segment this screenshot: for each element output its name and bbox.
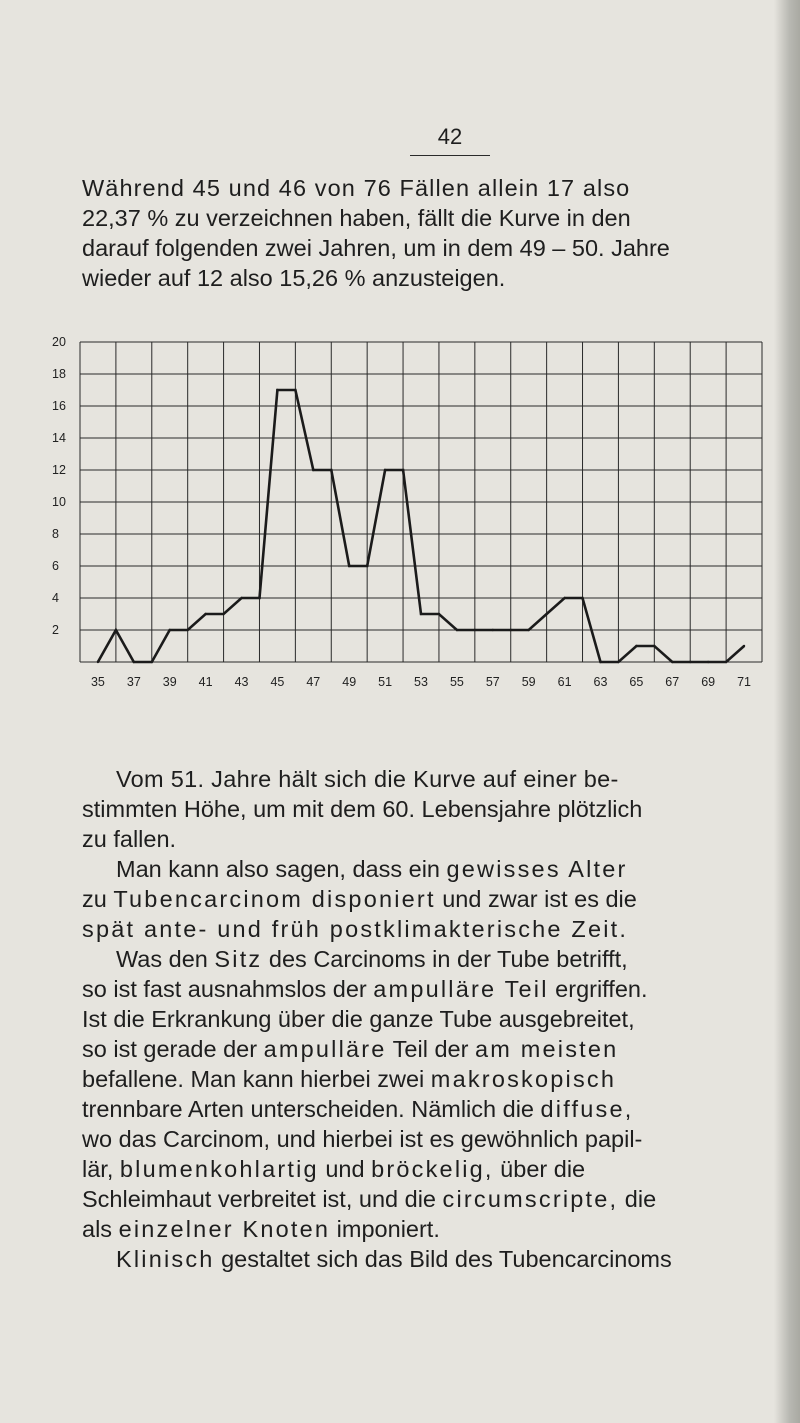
- age-curve-line: [98, 390, 744, 662]
- y-tick-label: 6: [52, 559, 59, 573]
- x-tick-label: 71: [737, 675, 752, 689]
- curve-points: [97, 389, 746, 663]
- curve-point: [671, 661, 673, 663]
- emphasis-text: blumenkohlartig: [119, 1156, 319, 1182]
- curve-point: [330, 469, 332, 471]
- curve-point: [420, 613, 422, 615]
- x-tick-label: 43: [234, 675, 249, 689]
- emphasis-text: einzelner Knoten: [118, 1216, 331, 1242]
- curve-point: [510, 629, 512, 631]
- text-run: die: [618, 1186, 657, 1212]
- text-line: darauf folgenden zwei Jahren, um in dem 49 – 50. Jahre: [82, 235, 670, 261]
- text-line: stimmten Höhe, um mit dem 60. Lebensjahre plötzlich: [82, 796, 643, 822]
- curve-point: [348, 565, 350, 567]
- curve-point: [545, 613, 547, 615]
- x-tick-label: 41: [198, 675, 213, 689]
- curve-point: [563, 597, 565, 599]
- text-line: [82, 854, 768, 884]
- emphasis-text: bröckelig,: [371, 1156, 494, 1182]
- text-line: [82, 884, 768, 914]
- x-tick-label: 51: [378, 675, 393, 689]
- text-run: zu: [82, 886, 114, 912]
- x-tick-label: 69: [701, 675, 716, 689]
- text-run: gestaltet sich das Bild des Tubencarcinoms: [214, 1246, 672, 1272]
- curve-point: [402, 469, 404, 471]
- curve-point: [725, 661, 727, 663]
- intro-paragraph: [82, 173, 768, 293]
- x-tick-label: 59: [521, 675, 536, 689]
- text-run: und zwar ist es die: [435, 886, 637, 912]
- y-tick-label: 16: [52, 399, 66, 413]
- curve-point: [115, 629, 117, 631]
- curve-point: [240, 597, 242, 599]
- x-tick-label: 49: [342, 675, 357, 689]
- curve-point: [222, 613, 224, 615]
- curve-point: [653, 645, 655, 647]
- curve-point: [527, 629, 529, 631]
- text-line: [82, 1214, 768, 1244]
- curve-point: [689, 661, 691, 663]
- emphasis-text: Tubencarcinom disponiert: [113, 886, 436, 912]
- y-tick-label: 8: [52, 527, 59, 541]
- curve-point: [635, 645, 637, 647]
- curve-point: [743, 645, 745, 647]
- text-run: über die: [493, 1156, 586, 1182]
- curve-point: [294, 389, 296, 391]
- emphasis-text: ampulläre Teil: [373, 976, 549, 1002]
- x-tick-label: 35: [90, 675, 105, 689]
- curve-point: [707, 661, 709, 663]
- text-run: so ist gerade der: [82, 1036, 264, 1062]
- text-line: [82, 944, 768, 974]
- emphasis-text: Sitz: [214, 946, 263, 972]
- text-line: [82, 974, 768, 1004]
- text-run: des Carcinoms in der Tube betrifft,: [262, 946, 628, 972]
- text-line: zu fallen.: [82, 826, 177, 852]
- text-line: Während 45 und 46 von 76 Fällen allein 17 also: [82, 175, 631, 201]
- emphasis-text: am meisten: [474, 1036, 619, 1062]
- emphasis-text: circumscripte,: [442, 1186, 619, 1212]
- text-line: [82, 1094, 768, 1124]
- text-line: [82, 1034, 768, 1064]
- curve-point: [617, 661, 619, 663]
- curve-point: [258, 597, 260, 599]
- curve-point: [186, 629, 188, 631]
- curve-point: [438, 613, 440, 615]
- curve-point: [151, 661, 153, 663]
- emphasis-text: diffuse,: [540, 1096, 634, 1122]
- y-tick-label: 12: [52, 463, 66, 477]
- x-tick-label: 47: [306, 675, 321, 689]
- text-run: als: [82, 1216, 119, 1242]
- text-line: [82, 1154, 768, 1184]
- text-line: wieder auf 12 also 15,26 % anzusteigen.: [82, 265, 506, 291]
- text-run: ergriffen.: [548, 976, 648, 1002]
- x-tick-label: 57: [485, 675, 500, 689]
- text-run: imponiert.: [330, 1216, 440, 1242]
- x-tick-label: 53: [414, 675, 428, 689]
- emphasis-text: spät ante- und früh postklimakterische Zeit.: [82, 916, 629, 942]
- text-run: Man kann also sagen, dass ein: [116, 856, 447, 882]
- emphasis-text: gewisses Alter: [446, 856, 628, 882]
- text-run: Teil der: [386, 1036, 475, 1062]
- y-tick-label: 10: [52, 495, 66, 509]
- page-number-rule: [410, 155, 490, 156]
- curve-point: [169, 629, 171, 631]
- text-line: [82, 1184, 768, 1214]
- x-tick-label: 61: [557, 675, 572, 689]
- curve-point: [97, 661, 99, 663]
- x-axis-ticks: [91, 675, 751, 689]
- text-line: [82, 1064, 768, 1094]
- y-tick-label: 18: [52, 367, 66, 381]
- text-line: Vom 51. Jahre hält sich die Kurve auf einer be-: [116, 766, 619, 792]
- x-tick-label: 67: [665, 675, 680, 689]
- emphasis-text: makroskopisch: [430, 1066, 617, 1092]
- emphasis-text: Klinisch: [116, 1246, 215, 1272]
- curve-point: [581, 597, 583, 599]
- curve-point: [492, 629, 494, 631]
- page-number: 42: [437, 124, 463, 149]
- curve-point: [474, 629, 476, 631]
- text-run: Schleimhaut verbreitet ist, und die: [82, 1186, 443, 1212]
- curve-point: [599, 661, 601, 663]
- y-axis-ticks: [52, 335, 66, 637]
- text-run: befallene. Man kann hierbei zwei: [82, 1066, 431, 1092]
- curve-point: [312, 469, 314, 471]
- curve-point: [456, 629, 458, 631]
- text-line: Ist die Erkrankung über die ganze Tube ausgebreitet,: [82, 1006, 635, 1032]
- curve-point: [133, 661, 135, 663]
- emphasis-text: ampulläre: [263, 1036, 387, 1062]
- text-run: trennbare Arten unterscheiden. Nämlich die: [82, 1096, 541, 1122]
- text-run: lär,: [82, 1156, 120, 1182]
- y-tick-label: 14: [52, 431, 66, 445]
- text-run: so ist fast ausnahmslos der: [82, 976, 374, 1002]
- page-edge-shadow: [774, 0, 800, 1423]
- body-text: [82, 764, 768, 1274]
- y-tick-label: 20: [52, 335, 66, 349]
- y-tick-label: 2: [52, 623, 59, 637]
- x-tick-label: 55: [449, 675, 464, 689]
- x-tick-label: 63: [593, 675, 608, 689]
- text-run: Was den: [116, 946, 215, 972]
- x-tick-label: 39: [162, 675, 177, 689]
- y-tick-label: 4: [52, 591, 59, 605]
- x-tick-label: 45: [270, 675, 285, 689]
- curve-point: [276, 389, 278, 391]
- curve-point: [366, 565, 368, 567]
- text-line: [82, 914, 768, 944]
- age-distribution-chart: [50, 332, 770, 702]
- text-run: und: [318, 1156, 372, 1182]
- x-tick-label: 37: [126, 675, 141, 689]
- curve-point: [204, 613, 206, 615]
- curve-point: [384, 469, 386, 471]
- x-tick-label: 65: [629, 675, 644, 689]
- text-line: 22,37 % zu verzeichnen haben, fällt die Kurve in den: [82, 205, 631, 231]
- text-line: [82, 1244, 768, 1274]
- text-line: wo das Carcinom, und hierbei ist es gewöhnlich papil-: [82, 1126, 643, 1152]
